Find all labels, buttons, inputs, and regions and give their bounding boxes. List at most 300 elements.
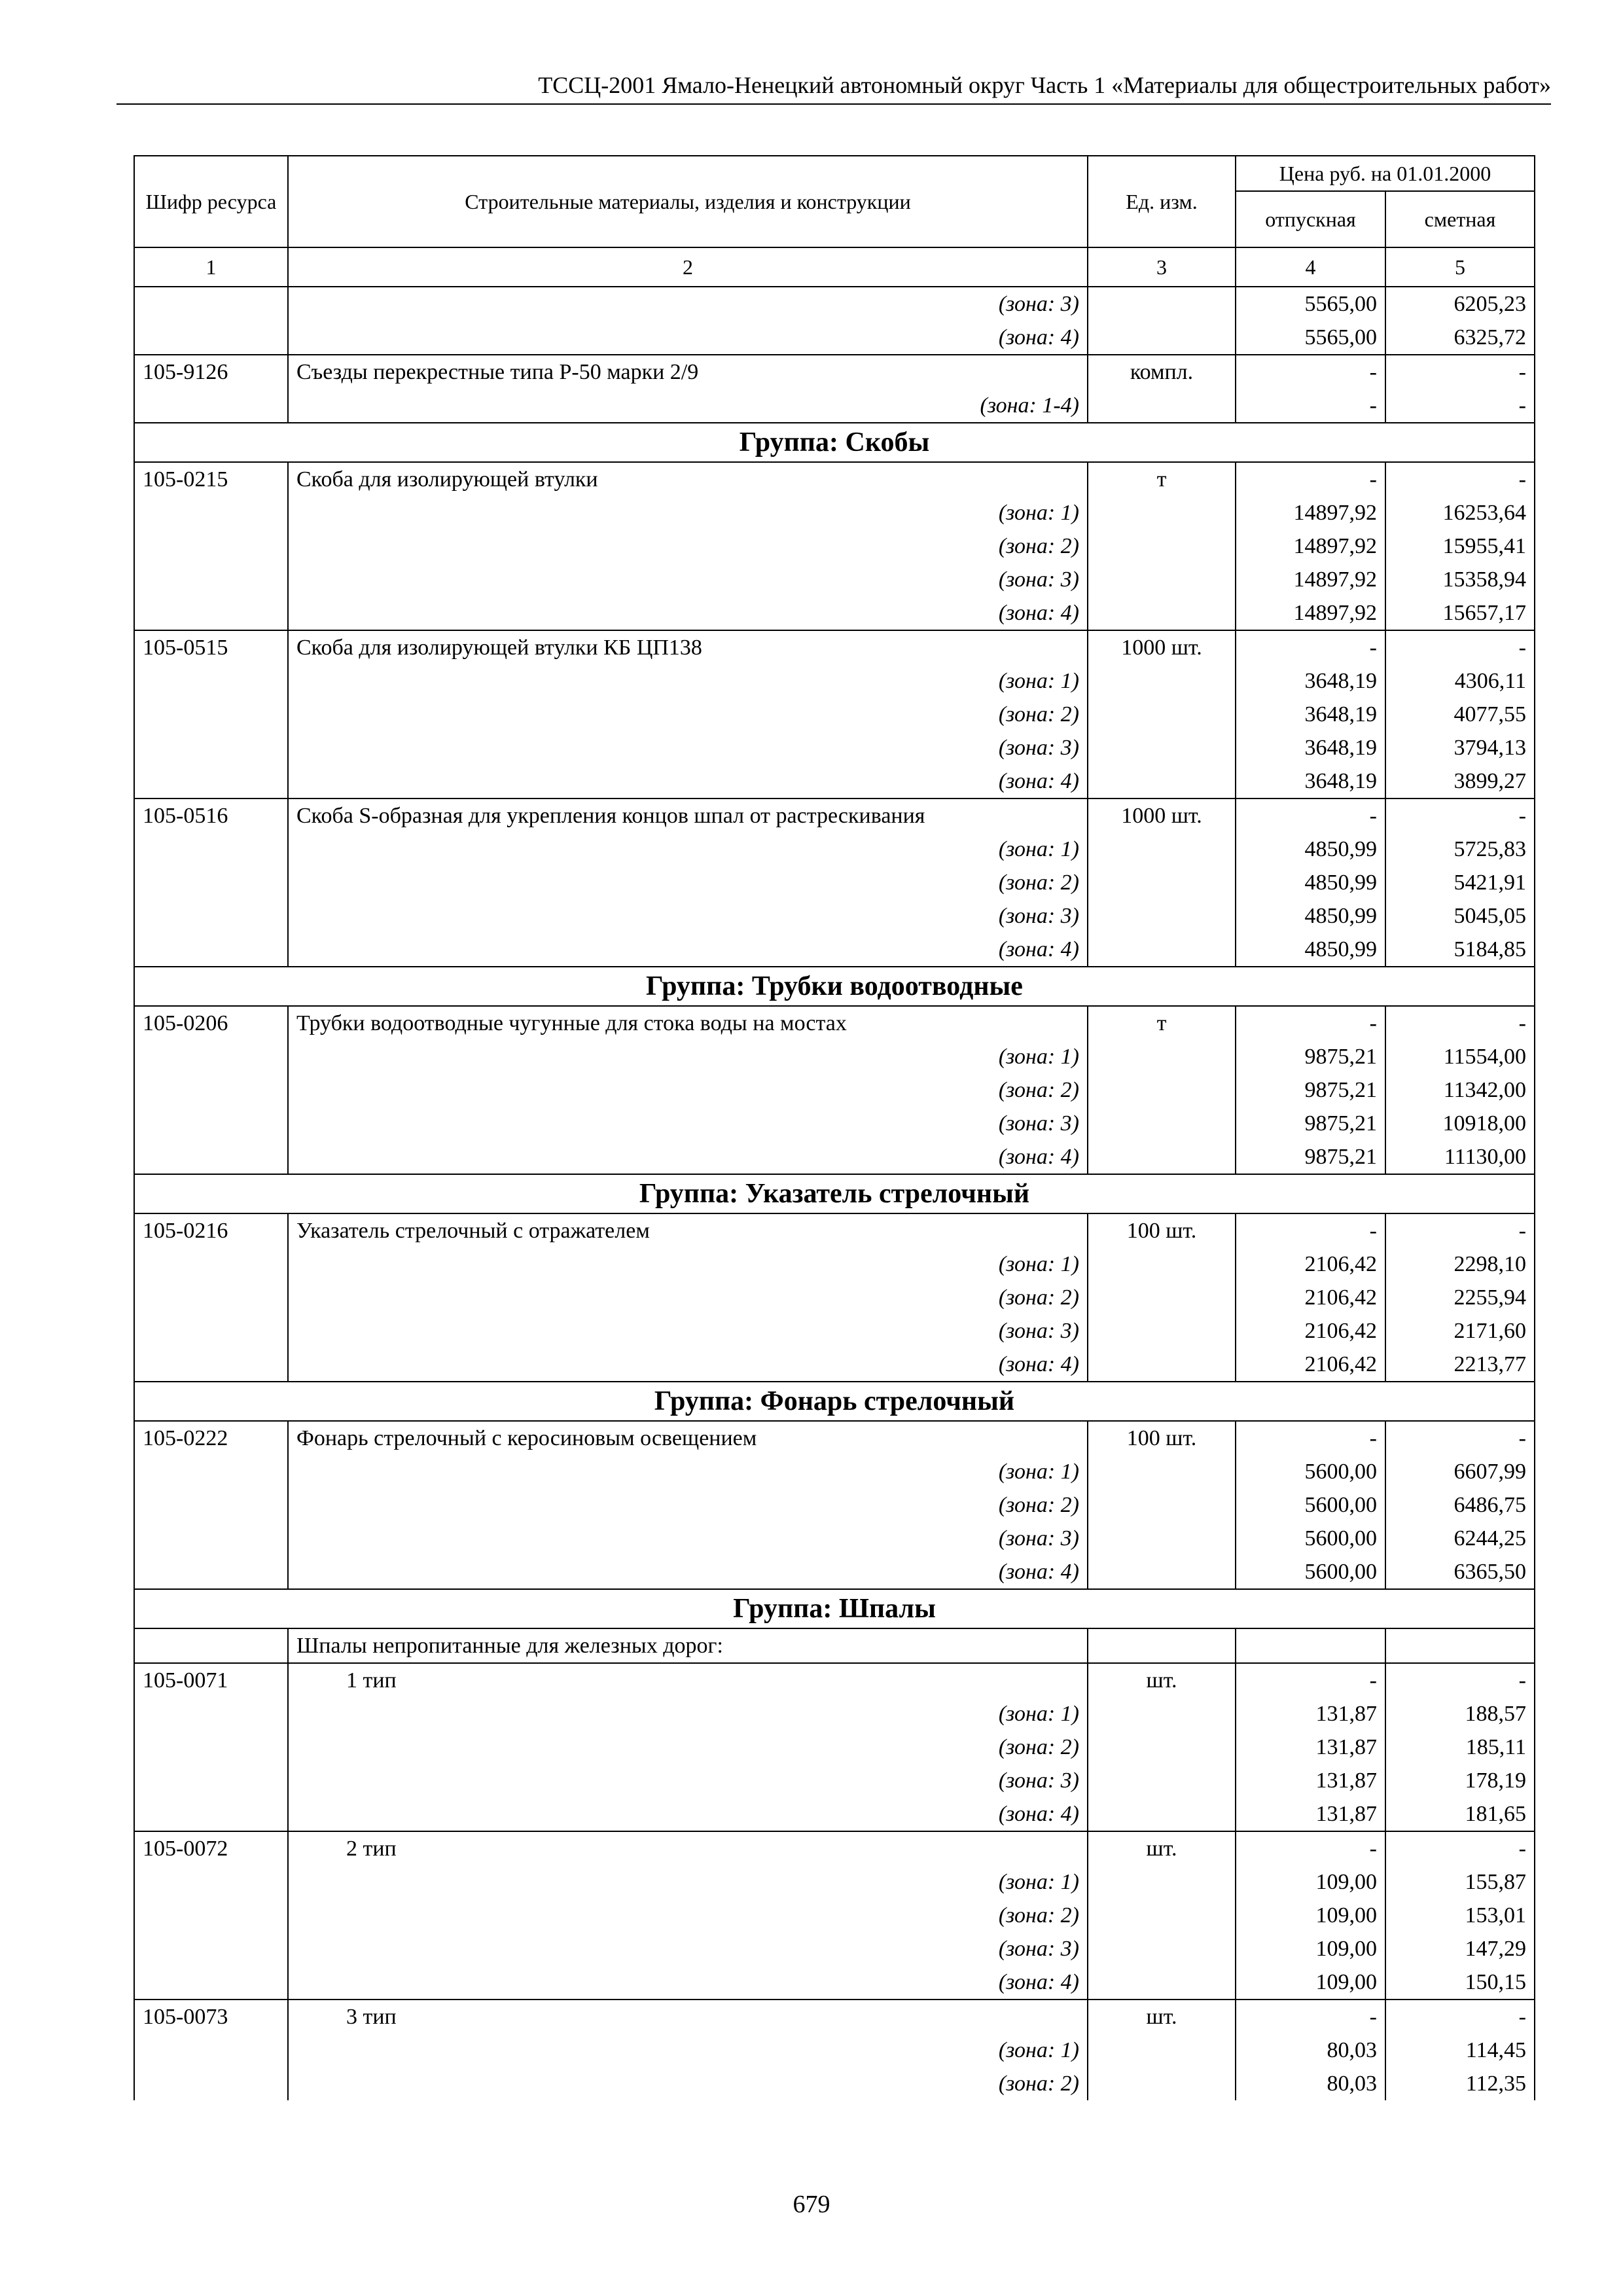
- material-name: Скоба для изолирующей втулки: [288, 462, 1088, 496]
- release-price: 5600,00: [1236, 1522, 1385, 1555]
- estimate-price: -: [1385, 1421, 1535, 1455]
- column-number: 4: [1236, 247, 1385, 287]
- resource-code: 105-0216: [134, 1213, 288, 1247]
- zone-price-row: [134, 731, 1535, 764]
- material-name: Фонарь стрелочный с керосиновым освещением: [288, 1421, 1088, 1455]
- zone-label: (зона: 4): [288, 764, 1088, 798]
- zone-label: (зона: 3): [288, 899, 1088, 933]
- zone-label: (зона: 3): [288, 1764, 1088, 1797]
- estimate-price: 6486,75: [1385, 1488, 1535, 1522]
- release-price: -: [1236, 630, 1385, 664]
- unit: [1088, 1107, 1236, 1140]
- zone-label: (зона: 1-4): [288, 389, 1088, 423]
- resource-code: [134, 596, 288, 630]
- unit: [1088, 1314, 1236, 1348]
- estimate-price: 5045,05: [1385, 899, 1535, 933]
- estimate-price: 2171,60: [1385, 1314, 1535, 1348]
- unit: [1088, 731, 1236, 764]
- estimate-price: 15657,17: [1385, 596, 1535, 630]
- estimate-price: 150,15: [1385, 1965, 1535, 2000]
- zone-label: (зона: 2): [288, 529, 1088, 563]
- zone-label: (зона: 2): [288, 2067, 1088, 2100]
- col-header-unit: Ед. изм.: [1088, 156, 1236, 247]
- zone-price-row: [134, 1522, 1535, 1555]
- resource-code: [134, 933, 288, 967]
- resource-code: 105-0215: [134, 462, 288, 496]
- zone-price-row: [134, 1932, 1535, 1965]
- resource-code: [134, 2067, 288, 2100]
- unit: [1088, 866, 1236, 899]
- resource-code: [134, 529, 288, 563]
- zone-price-row: [134, 1140, 1535, 1174]
- subheading-text: Шпалы непропитанные для железных дорог:: [288, 1628, 1088, 1663]
- resource-code: [134, 731, 288, 764]
- zone-label: (зона: 4): [288, 1348, 1088, 1382]
- resource-code: [134, 1314, 288, 1348]
- material-row: [134, 798, 1535, 833]
- zone-price-row: [134, 287, 1535, 321]
- release-price: -: [1236, 1831, 1385, 1865]
- unit: [1088, 321, 1236, 355]
- unit: [1088, 764, 1236, 798]
- estimate-price: 4306,11: [1385, 664, 1535, 698]
- material-name: Трубки водоотводные чугунные для стока воды на мостах: [288, 1006, 1088, 1040]
- zone-price-row: [134, 1865, 1535, 1899]
- unit: [1088, 1555, 1236, 1589]
- release-price: 14897,92: [1236, 496, 1385, 529]
- resource-code: 105-0206: [134, 1006, 288, 1040]
- release-price: 109,00: [1236, 1899, 1385, 1932]
- release-price: -: [1236, 1213, 1385, 1247]
- unit: [1088, 1455, 1236, 1488]
- unit: [1088, 1731, 1236, 1764]
- zone-label: (зона: 4): [288, 1965, 1088, 2000]
- release-price: 9875,21: [1236, 1140, 1385, 1174]
- group-heading: Группа: Трубки водоотводные: [134, 967, 1535, 1006]
- unit: [1088, 1281, 1236, 1314]
- estimate-price: 185,11: [1385, 1731, 1535, 1764]
- release-price: 5600,00: [1236, 1488, 1385, 1522]
- estimate-price: -: [1385, 355, 1535, 389]
- zone-price-row: [134, 866, 1535, 899]
- resource-code: [134, 2034, 288, 2067]
- subheading-row: [134, 1628, 1535, 1663]
- estimate-price: 5421,91: [1385, 866, 1535, 899]
- release-price: -: [1236, 1421, 1385, 1455]
- release-price: 5565,00: [1236, 321, 1385, 355]
- unit: т: [1088, 462, 1236, 496]
- unit: [1088, 389, 1236, 423]
- estimate-price: 11130,00: [1385, 1140, 1535, 1174]
- group-heading-row: [134, 1589, 1535, 1628]
- resource-code: [134, 1628, 288, 1663]
- resource-code: [134, 1281, 288, 1314]
- release-price: 5565,00: [1236, 287, 1385, 321]
- unit: т: [1088, 1006, 1236, 1040]
- header-rule: [116, 103, 1551, 105]
- estimate-price: 112,35: [1385, 2067, 1535, 2100]
- price-table: [134, 155, 1535, 2100]
- release-price: 3648,19: [1236, 764, 1385, 798]
- zone-price-row: [134, 1314, 1535, 1348]
- zone-label: (зона: 4): [288, 1797, 1088, 1831]
- zone-price-row: [134, 1697, 1535, 1731]
- unit: [1088, 1697, 1236, 1731]
- estimate-price: 147,29: [1385, 1932, 1535, 1965]
- release-price: -: [1236, 389, 1385, 423]
- resource-code: [134, 1107, 288, 1140]
- material-name: Съезды перекрестные типа Р-50 марки 2/9: [288, 355, 1088, 389]
- col-header-price-group: Цена руб. на 01.01.2000: [1236, 156, 1535, 191]
- unit: [1088, 563, 1236, 596]
- estimate-price: 6325,72: [1385, 321, 1535, 355]
- col-header-name: Строительные материалы, изделия и конструкции: [288, 156, 1088, 247]
- material-name: 3 тип: [288, 2000, 1088, 2034]
- unit: [1088, 1932, 1236, 1965]
- estimate-price: 5184,85: [1385, 933, 1535, 967]
- estimate-price: 2298,10: [1385, 1247, 1535, 1281]
- estimate-price: 188,57: [1385, 1697, 1535, 1731]
- material-name: Скоба S-образная для укрепления концов шпал от растрескивания: [288, 798, 1088, 833]
- release-price: 80,03: [1236, 2034, 1385, 2067]
- col-header-release-price: отпускная: [1236, 191, 1385, 247]
- estimate-price: 2255,94: [1385, 1281, 1535, 1314]
- estimate-price: 178,19: [1385, 1764, 1535, 1797]
- unit: [1088, 596, 1236, 630]
- estimate-price: -: [1385, 1663, 1535, 1697]
- zone-label: (зона: 1): [288, 1247, 1088, 1281]
- resource-code: [134, 1965, 288, 2000]
- zone-price-row: [134, 321, 1535, 355]
- zone-price-row: [134, 1764, 1535, 1797]
- group-heading: Группа: Шпалы: [134, 1589, 1535, 1628]
- zone-label: (зона: 1): [288, 1865, 1088, 1899]
- material-name: 1 тип: [288, 1663, 1088, 1697]
- group-heading-row: [134, 967, 1535, 1006]
- column-number: 3: [1088, 247, 1236, 287]
- zone-label: (зона: 2): [288, 1731, 1088, 1764]
- resource-code: [134, 496, 288, 529]
- resource-code: 105-0072: [134, 1831, 288, 1865]
- resource-code: [134, 1555, 288, 1589]
- release-price: 5600,00: [1236, 1555, 1385, 1589]
- resource-code: 105-0071: [134, 1663, 288, 1697]
- unit: [1088, 2067, 1236, 2100]
- release-price: 109,00: [1236, 1865, 1385, 1899]
- page-number: 679: [793, 2191, 830, 2218]
- group-heading-row: [134, 423, 1535, 462]
- release-price: 14897,92: [1236, 596, 1385, 630]
- unit: [1088, 899, 1236, 933]
- release-price: -: [1236, 462, 1385, 496]
- zone-price-row: [134, 899, 1535, 933]
- zone-price-row: [134, 664, 1535, 698]
- zone-label: (зона: 2): [288, 1281, 1088, 1314]
- unit: компл.: [1088, 355, 1236, 389]
- resource-code: [134, 287, 288, 321]
- resource-code: [134, 1865, 288, 1899]
- release-price: 2106,42: [1236, 1281, 1385, 1314]
- estimate-price: 181,65: [1385, 1797, 1535, 1831]
- unit: 1000 шт.: [1088, 630, 1236, 664]
- material-name: Скоба для изолирующей втулки КБ ЦП138: [288, 630, 1088, 664]
- resource-code: [134, 1797, 288, 1831]
- zone-price-row: [134, 1797, 1535, 1831]
- release-price: 3648,19: [1236, 698, 1385, 731]
- release-price: -: [1236, 1006, 1385, 1040]
- zone-price-row: [134, 1073, 1535, 1107]
- column-number: 1: [134, 247, 288, 287]
- unit: [1088, 1073, 1236, 1107]
- header-row-1: [134, 156, 1535, 191]
- zone-price-row: [134, 1281, 1535, 1314]
- estimate-price: -: [1385, 389, 1535, 423]
- material-name: 2 тип: [288, 1831, 1088, 1865]
- material-row: [134, 1213, 1535, 1247]
- zone-label: (зона: 3): [288, 1932, 1088, 1965]
- zone-price-row: [134, 764, 1535, 798]
- release-price: 109,00: [1236, 1965, 1385, 2000]
- unit: [1088, 1764, 1236, 1797]
- material-row: [134, 630, 1535, 664]
- unit: [1088, 1348, 1236, 1382]
- unit: [1088, 1628, 1236, 1663]
- zone-price-row: [134, 2034, 1535, 2067]
- unit: 100 шт.: [1088, 1421, 1236, 1455]
- estimate-price: 15955,41: [1385, 529, 1535, 563]
- estimate-price: -: [1385, 1213, 1535, 1247]
- estimate-price: 10918,00: [1385, 1107, 1535, 1140]
- unit: 1000 шт.: [1088, 798, 1236, 833]
- resource-code: [134, 1140, 288, 1174]
- resource-code: 105-0073: [134, 2000, 288, 2034]
- zone-price-row: [134, 1899, 1535, 1932]
- resource-code: [134, 1040, 288, 1073]
- release-price: -: [1236, 2000, 1385, 2034]
- material-row: [134, 355, 1535, 389]
- resource-code: 105-9126: [134, 355, 288, 389]
- group-heading-row: [134, 1382, 1535, 1421]
- release-price: [1236, 1628, 1385, 1663]
- release-price: 9875,21: [1236, 1107, 1385, 1140]
- estimate-price: 3899,27: [1385, 764, 1535, 798]
- estimate-price: 155,87: [1385, 1865, 1535, 1899]
- column-numbers-row: [134, 247, 1535, 287]
- resource-code: 105-0515: [134, 630, 288, 664]
- zone-label: (зона: 4): [288, 933, 1088, 967]
- release-price: 4850,99: [1236, 866, 1385, 899]
- zone-price-row: [134, 1348, 1535, 1382]
- release-price: 3648,19: [1236, 731, 1385, 764]
- zone-label: (зона: 4): [288, 1555, 1088, 1589]
- zone-label: (зона: 3): [288, 563, 1088, 596]
- zone-price-row: [134, 563, 1535, 596]
- resource-code: [134, 833, 288, 866]
- unit: [1088, 1965, 1236, 2000]
- material-row: [134, 1006, 1535, 1040]
- unit: [1088, 1040, 1236, 1073]
- release-price: 4850,99: [1236, 899, 1385, 933]
- resource-code: [134, 1247, 288, 1281]
- zone-label: (зона: 3): [288, 731, 1088, 764]
- unit: [1088, 2034, 1236, 2067]
- zone-price-row: [134, 1488, 1535, 1522]
- zone-label: (зона: 1): [288, 833, 1088, 866]
- zone-label: (зона: 2): [288, 1073, 1088, 1107]
- release-price: 80,03: [1236, 2067, 1385, 2100]
- resource-code: [134, 1348, 288, 1382]
- estimate-price: -: [1385, 630, 1535, 664]
- estimate-price: 11342,00: [1385, 1073, 1535, 1107]
- estimate-price: -: [1385, 1006, 1535, 1040]
- unit: шт.: [1088, 1831, 1236, 1865]
- group-heading: Группа: Скобы: [134, 423, 1535, 462]
- unit: [1088, 664, 1236, 698]
- zone-label: (зона: 3): [288, 1107, 1088, 1140]
- table-body: [134, 287, 1535, 2100]
- unit: [1088, 698, 1236, 731]
- release-price: 109,00: [1236, 1932, 1385, 1965]
- estimate-price: 6205,23: [1385, 287, 1535, 321]
- unit: [1088, 1522, 1236, 1555]
- resource-code: [134, 1932, 288, 1965]
- estimate-price: 114,45: [1385, 2034, 1535, 2067]
- zone-price-row: [134, 389, 1535, 423]
- estimate-price: 6607,99: [1385, 1455, 1535, 1488]
- zone-label: (зона: 1): [288, 1697, 1088, 1731]
- zone-price-row: [134, 698, 1535, 731]
- zone-label: (зона: 1): [288, 1455, 1088, 1488]
- estimate-price: 3794,13: [1385, 731, 1535, 764]
- unit: [1088, 1865, 1236, 1899]
- estimate-price: -: [1385, 798, 1535, 833]
- release-price: 14897,92: [1236, 563, 1385, 596]
- resource-code: [134, 1697, 288, 1731]
- resource-code: [134, 1488, 288, 1522]
- resource-code: [134, 698, 288, 731]
- resource-code: [134, 1731, 288, 1764]
- zone-price-row: [134, 833, 1535, 866]
- col-header-estimate-price: сметная: [1385, 191, 1535, 247]
- zone-price-row: [134, 1731, 1535, 1764]
- release-price: 2106,42: [1236, 1348, 1385, 1382]
- unit: [1088, 287, 1236, 321]
- material-row: [134, 462, 1535, 496]
- zone-price-row: [134, 933, 1535, 967]
- zone-label: (зона: 3): [288, 287, 1088, 321]
- release-price: 3648,19: [1236, 664, 1385, 698]
- unit: [1088, 1140, 1236, 1174]
- column-number: 2: [288, 247, 1088, 287]
- zone-price-row: [134, 596, 1535, 630]
- release-price: 4850,99: [1236, 933, 1385, 967]
- unit: [1088, 529, 1236, 563]
- resource-code: [134, 866, 288, 899]
- resource-code: [134, 1522, 288, 1555]
- zone-label: (зона: 4): [288, 596, 1088, 630]
- resource-code: [134, 1899, 288, 1932]
- unit: [1088, 833, 1236, 866]
- estimate-price: 15358,94: [1385, 563, 1535, 596]
- release-price: -: [1236, 355, 1385, 389]
- unit: [1088, 1797, 1236, 1831]
- group-heading: Группа: Указатель стрелочный: [134, 1174, 1535, 1213]
- running-header: ТССЦ-2001 Ямало-Ненецкий автономный округ Часть 1 «Материалы для общестроительных работ»: [538, 72, 1551, 98]
- zone-label: (зона: 1): [288, 664, 1088, 698]
- unit: 100 шт.: [1088, 1213, 1236, 1247]
- material-row: [134, 1663, 1535, 1697]
- zone-label: (зона: 1): [288, 2034, 1088, 2067]
- group-heading: Группа: Фонарь стрелочный: [134, 1382, 1535, 1421]
- col-header-code: Шифр ресурса: [134, 156, 288, 247]
- zone-price-row: [134, 1107, 1535, 1140]
- resource-code: [134, 1073, 288, 1107]
- unit: [1088, 1488, 1236, 1522]
- zone-label: (зона: 2): [288, 866, 1088, 899]
- estimate-price: 2213,77: [1385, 1348, 1535, 1382]
- zone-price-row: [134, 1040, 1535, 1073]
- release-price: 5600,00: [1236, 1455, 1385, 1488]
- zone-price-row: [134, 1555, 1535, 1589]
- release-price: 9875,21: [1236, 1040, 1385, 1073]
- unit: [1088, 1899, 1236, 1932]
- release-price: 131,87: [1236, 1797, 1385, 1831]
- zone-price-row: [134, 529, 1535, 563]
- column-number: 5: [1385, 247, 1535, 287]
- material-row: [134, 2000, 1535, 2034]
- release-price: 131,87: [1236, 1764, 1385, 1797]
- unit: [1088, 1247, 1236, 1281]
- zone-label: (зона: 2): [288, 1488, 1088, 1522]
- unit: шт.: [1088, 2000, 1236, 2034]
- resource-code: [134, 389, 288, 423]
- estimate-price: 11554,00: [1385, 1040, 1535, 1073]
- resource-code: 105-0516: [134, 798, 288, 833]
- estimate-price: 4077,55: [1385, 698, 1535, 731]
- material-row: [134, 1421, 1535, 1455]
- estimate-price: 153,01: [1385, 1899, 1535, 1932]
- zone-label: (зона: 4): [288, 321, 1088, 355]
- resource-code: [134, 563, 288, 596]
- resource-code: 105-0222: [134, 1421, 288, 1455]
- zone-label: (зона: 3): [288, 1522, 1088, 1555]
- zone-price-row: [134, 2067, 1535, 2100]
- resource-code: [134, 1455, 288, 1488]
- zone-label: (зона: 1): [288, 496, 1088, 529]
- release-price: -: [1236, 1663, 1385, 1697]
- zone-price-row: [134, 496, 1535, 529]
- release-price: 2106,42: [1236, 1314, 1385, 1348]
- zone-price-row: [134, 1965, 1535, 2000]
- zone-price-row: [134, 1455, 1535, 1488]
- unit: шт.: [1088, 1663, 1236, 1697]
- release-price: 9875,21: [1236, 1073, 1385, 1107]
- release-price: -: [1236, 798, 1385, 833]
- zone-label: (зона: 1): [288, 1040, 1088, 1073]
- estimate-price: 16253,64: [1385, 496, 1535, 529]
- estimate-price: 5725,83: [1385, 833, 1535, 866]
- estimate-price: -: [1385, 1831, 1535, 1865]
- release-price: 2106,42: [1236, 1247, 1385, 1281]
- release-price: 14897,92: [1236, 529, 1385, 563]
- resource-code: [134, 664, 288, 698]
- estimate-price: -: [1385, 462, 1535, 496]
- unit: [1088, 496, 1236, 529]
- zone-label: (зона: 2): [288, 1899, 1088, 1932]
- resource-code: [134, 899, 288, 933]
- material-name: Указатель стрелочный с отражателем: [288, 1213, 1088, 1247]
- release-price: 4850,99: [1236, 833, 1385, 866]
